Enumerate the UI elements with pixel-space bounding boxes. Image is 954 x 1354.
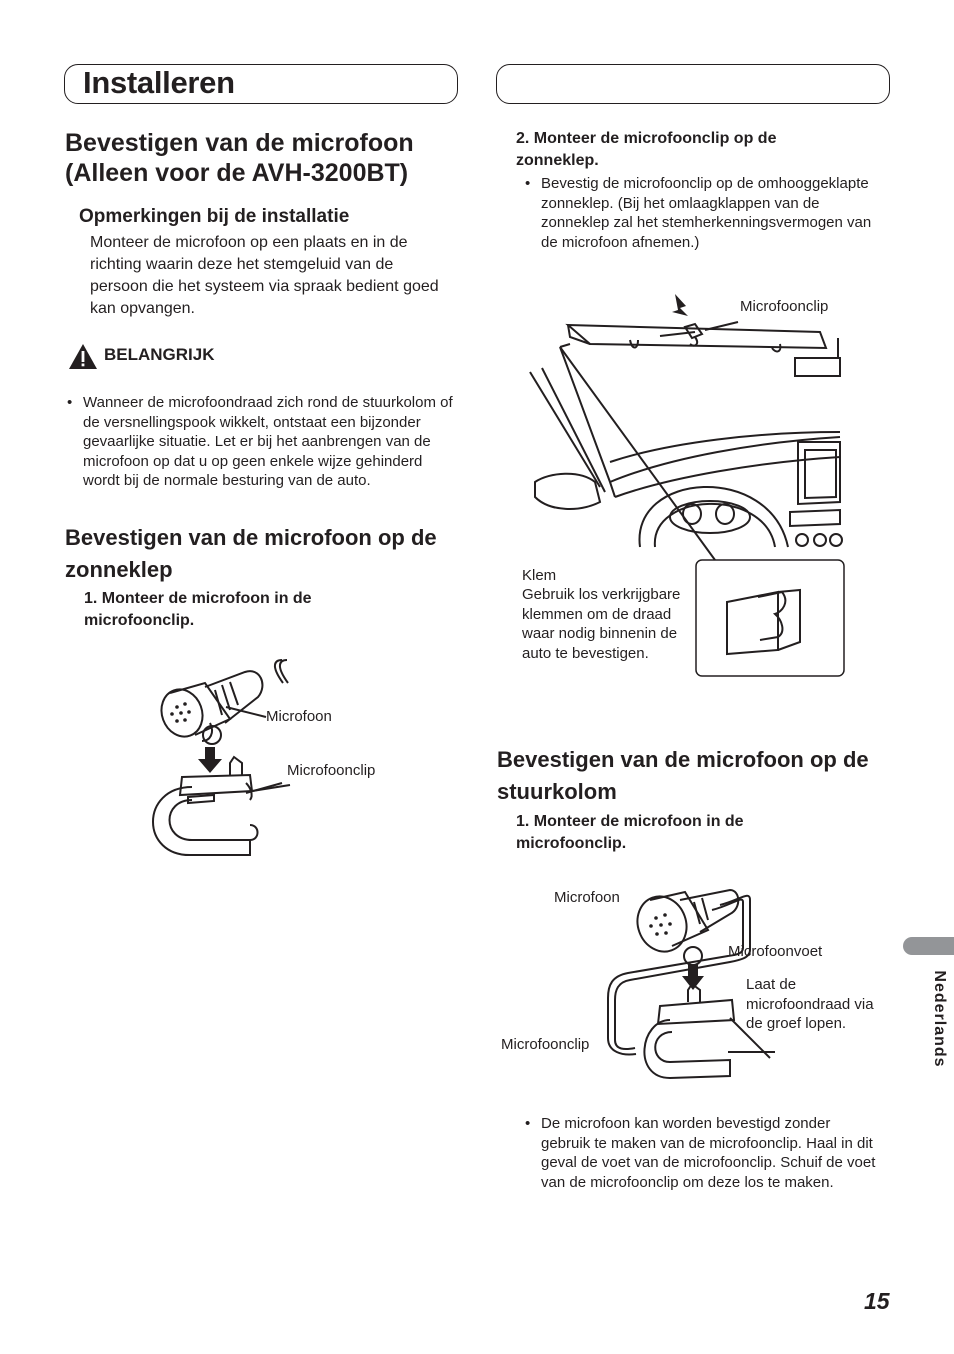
fig2-label-microphone: Microfoon <box>554 889 620 906</box>
language-label: Nederlands <box>931 970 948 1068</box>
bottom-list <box>523 1114 883 1192</box>
warning-list <box>65 393 457 491</box>
notes-text: Monteer de microfoon op een plaats en in de richting waarin deze het stemgeluid van de persoon die het systeem via spraak bedient goed kan opvangen. <box>90 234 439 317</box>
fig-label-visor-clip: Microfoonclip <box>740 298 829 315</box>
warning-icon <box>68 343 98 375</box>
clamp-text: Gebruik los verkrijgbare klemmen om de draad waar nodig binnenin de auto te bevestigen. <box>522 586 681 662</box>
notes-title: Opmerkingen bij de installatie <box>79 206 350 227</box>
warning-text: • Wanneer de microfoondraad zich rond de stuurkolom of de versnellingspook wikkelt, ontstaat een bijzonder gevaarlijke situatie. Let er bij het aanbrengen van de microfoon op dat u op geen enkele wijze gehinderd wordt bij de normale besturing van de auto. <box>65 393 457 491</box>
step2-bullet: • Bevestig de microfoonclip op de omhooggeklapte zonneklep. (Bij het omlaagklappen van de zonneklep zal het stemherkenningsvermogen van de microfoon afnemen.) <box>523 174 883 252</box>
section-title: Bevestigen van de microfoon (Alleen voor de AVH-3200BT) <box>65 129 414 187</box>
page-number: 15 <box>864 1288 890 1314</box>
right-step-1: 1. Monteer de microfoon in de microfoonclip. <box>516 813 744 852</box>
fig-label-microphone: Microfoon <box>266 708 332 725</box>
step2-list <box>523 174 883 252</box>
page-title: Installeren <box>83 65 235 100</box>
clamp-label: Klem <box>522 567 557 584</box>
fig2-label-clip: Microfoonclip <box>501 1036 590 1053</box>
language-tab <box>903 937 954 955</box>
left-step-1: 1. Monteer de microfoon in de microfoonclip. <box>84 590 312 629</box>
column-section-title: Bevestigen van de microfoon op de stuurkolom <box>497 747 869 804</box>
bottom-bullet: • De microfoon kan worden bevestigd zonder gebruik te maken van de microfoonclip. Haal in dit geval de voet van de microfoonclip. Schuif de voet van de microfoonclip om deze los te maken. <box>523 1114 883 1192</box>
section-header-box-empty <box>496 64 890 104</box>
important-label: BELANGRIJK <box>104 345 215 364</box>
fig2-label-foot: Microfoonvoet <box>728 943 823 960</box>
fig-label-clip: Microfoonclip <box>287 762 376 779</box>
sunvisor-section-title: Bevestigen van de microfoon op de zonneklep <box>65 525 437 582</box>
right-step-2: 2. Monteer de microfoonclip op de zonneklep. <box>516 130 777 169</box>
fig2-label-groove: Laat de microfoondraad via de groef lopen. <box>746 976 874 1032</box>
